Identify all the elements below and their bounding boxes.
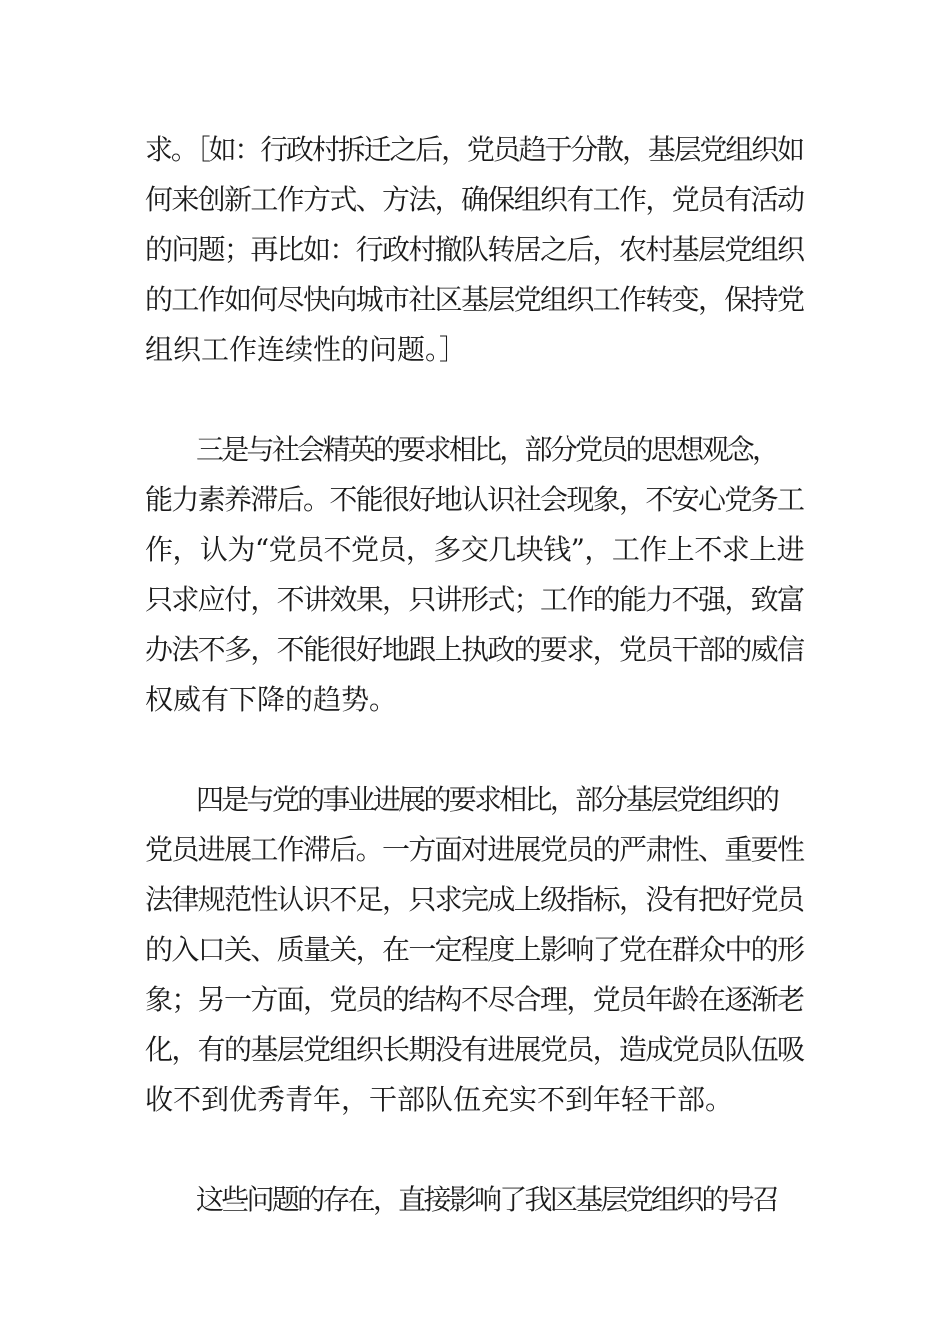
paragraph-3-line-2: 党员进展工作滞后。一方面对进展党员的严肃性、重要性 [145, 833, 804, 866]
paragraph-2-line-1: 三是与社会精英的要求相比，部分党员的思想观念， [196, 433, 778, 466]
paragraph-1-line-3: 的问题；再比如：行政村撤队转居之后，农村基层党组织 [145, 233, 804, 266]
paragraph-3-line-3: 法律规范性认识不足，只求完成上级指标，没有把好党员 [145, 883, 804, 916]
paragraph-2-line-4: 只求应付，不讲效果，只讲形式；工作的能力不强，致富 [145, 583, 804, 616]
paragraph-1-line-2: 何来创新工作方式、方法，确保组织有工作，党员有活动 [145, 183, 804, 216]
paragraph-2-line-2: 能力素养滞后。不能很好地认识社会现象，不安心党务工 [145, 483, 804, 516]
paragraph-1-line-1: 求。［如：行政村拆迁之后，党员趋于分散，基层党组织如 [145, 133, 803, 166]
paragraph-1-line-4: 的工作如何尽快向城市社区基层党组织工作转变，保持党 [145, 283, 804, 316]
paragraph-3-line-4: 的入口关、质量关，在一定程度上影响了党在群众中的形 [145, 933, 804, 966]
paragraph-2-line-3: 作，认为“党员不党员，多交几块钱”，工作上不求上进 [145, 533, 805, 566]
paragraph-3-line-7: 收不到优秀青年，干部队伍充实不到年轻干部。 [145, 1083, 734, 1116]
paragraph-4-line-1: 这些问题的存在，直接影响了我区基层党组织的号召 [196, 1183, 778, 1216]
paragraph-3-line-1: 四是与党的事业进展的要求相比，部分基层党组织的 [196, 783, 778, 816]
paragraph-3-line-5: 象；另一方面，党员的结构不尽合理，党员年龄在逐渐老 [145, 983, 804, 1016]
paragraph-1-line-5: 组织工作连续性的问题。］ [145, 333, 468, 366]
paragraph-2-line-6: 权威有下降的趋势。 [145, 683, 398, 716]
paragraph-2-line-5: 办法不多，不能很好地跟上执政的要求，党员干部的威信 [145, 633, 804, 666]
paragraph-3-line-6: 化，有的基层党组织长期没有进展党员，造成党员队伍吸 [145, 1033, 804, 1066]
